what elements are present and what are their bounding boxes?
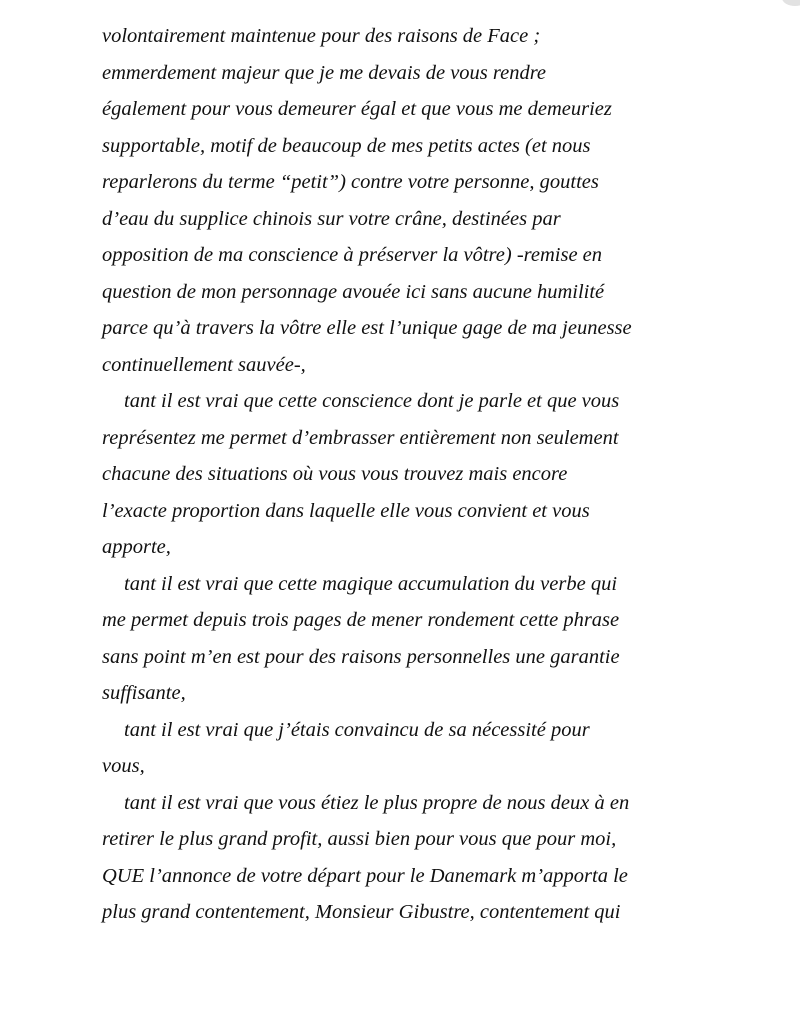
text-line: question de mon personnage avouée ici sans aucune humilité [102, 280, 605, 303]
body-text [102, 18, 702, 931]
text-line: supportable, motif de beaucoup de mes petits actes (et nous [102, 134, 591, 157]
text-line: représentez me permet d’embrasser entièrement non seulement [102, 426, 619, 449]
text-line: plus grand contentement, Monsieur Gibustre, contentement qui [102, 901, 621, 923]
text-line: tant il est vrai que cette conscience dont je parle et que vous [124, 390, 620, 412]
text-line: continuellement sauvée-, [102, 353, 306, 376]
text-line: volontairement maintenue pour des raisons de Face ; [102, 25, 541, 47]
text-line: suffisante, [102, 682, 186, 704]
text-line: me permet depuis trois pages de mener rondement cette phrase [102, 609, 620, 631]
text-line: tant il est vrai que cette magique accumulation du verbe qui [124, 572, 618, 595]
text-line: tant il est vrai que vous étiez le plus propre de nous deux à en [124, 791, 630, 814]
text-line: retirer le plus grand profit, aussi bien pour vous que pour moi, [102, 828, 617, 850]
text-line: parce qu’à travers la vôtre elle est l’unique gage de ma jeunesse [102, 317, 632, 339]
text-line: sans point m’en est pour des raisons personnelles une garantie [102, 645, 620, 668]
text-line: également pour vous demeurer égal et que vous me demeuriez [102, 98, 612, 120]
text-line: l’exacte proportion dans laquelle elle vous convient et vous [102, 499, 590, 522]
text-line: tant il est vrai que j’étais convaincu de sa nécessité pour [124, 718, 590, 741]
text-line: QUE l’annonce de votre départ pour le Danemark m’apporta le [102, 864, 628, 887]
text-line: reparlerons du terme “petit”) contre votre personne, gouttes [102, 171, 599, 193]
text-line: d’eau du supplice chinois sur votre crâne, destinées par [102, 207, 561, 230]
text-line: emmerdement majeur que je me devais de vous rendre [102, 61, 547, 84]
text-line: vous, [102, 755, 145, 777]
page-corner-mark [782, 0, 800, 6]
text-line: opposition de ma conscience à préserver la vôtre) -remise en [102, 244, 603, 266]
text-line: apporte, [102, 536, 171, 558]
text-line: chacune des situations où vous vous trouvez mais encore [102, 463, 568, 485]
